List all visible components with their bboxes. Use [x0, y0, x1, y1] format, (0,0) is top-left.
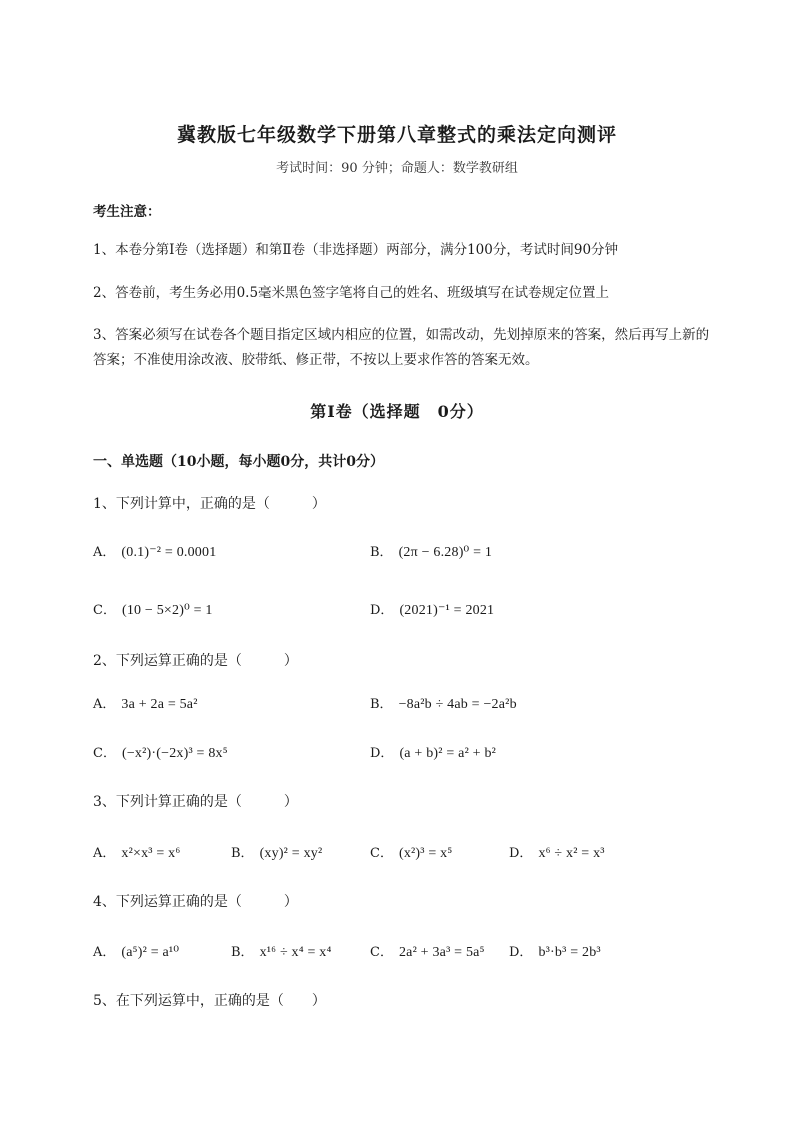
- option-expression: (2π − 6.28)⁰ = 1: [398, 545, 493, 560]
- notice-heading: 考生注意：: [93, 204, 161, 220]
- option-expression: (a + b)² = a² + b²: [399, 746, 497, 761]
- question-3-option-b[interactable]: [231, 842, 322, 862]
- option-expression: x¹⁶ ÷ x⁴ = x⁴: [259, 945, 332, 960]
- option-label: B．: [370, 697, 393, 712]
- option-expression: (x²)³ = x⁵: [398, 846, 453, 861]
- option-label: D．: [509, 945, 533, 960]
- question-4-option-c[interactable]: [370, 941, 485, 961]
- option-expression: (2021)⁻¹ = 2021: [399, 603, 495, 618]
- option-expression: x²×x³ = x⁶: [121, 846, 181, 861]
- question-3-option-c[interactable]: [370, 842, 452, 862]
- option-expression: 2a² + 3a³ = 5a⁵: [398, 945, 485, 960]
- notice-item-2: 2、答卷前，考生务必用0.5毫米黑色签字笔将自己的姓名、班级填写在试卷规定位置上: [93, 285, 610, 301]
- question-1-stem: 1、下列计算中，正确的是（ ）: [93, 496, 326, 512]
- option-expression: −8a²b ÷ 4ab = −2a²b: [398, 697, 517, 712]
- option-label: C．: [370, 945, 393, 960]
- question-4-option-a[interactable]: [93, 941, 179, 961]
- option-expression: (0.1)⁻² = 0.0001: [121, 545, 217, 560]
- option-expression: 3a + 2a = 5a²: [121, 697, 198, 712]
- option-label: D．: [509, 846, 533, 861]
- question-2-option-b[interactable]: [370, 693, 517, 713]
- question-2-stem: 2、下列运算正确的是（ ）: [93, 653, 298, 669]
- question-1-option-a[interactable]: [93, 541, 216, 561]
- question-group-title: 一、单选题（10小题，每小题0分，共计0分）: [93, 454, 384, 470]
- question-2-option-a[interactable]: [93, 693, 198, 713]
- question-4-option-b[interactable]: [231, 941, 332, 961]
- question-4-stem: 4、下列运算正确的是（ ）: [93, 894, 298, 910]
- option-label: A．: [93, 945, 116, 960]
- notice-item-3: 3、答案必须写在试卷各个题目指定区域内相应的位置，如需改动，先划掉原来的答案，然后再写上新的答案；不准使用涂改液、胶带纸、修正带，不按以上要求作答的答案无效。: [93, 327, 710, 368]
- option-label: A．: [93, 846, 116, 861]
- question-5-stem: 5、在下列运算中，正确的是（ ）: [93, 993, 326, 1009]
- question-3-option-a[interactable]: [93, 842, 180, 862]
- question-3-stem: 3、下列计算正确的是（ ）: [93, 794, 298, 810]
- option-label: B．: [231, 846, 254, 861]
- option-label: A．: [93, 697, 116, 712]
- option-expression: (a⁵)² = a¹⁰: [121, 945, 180, 960]
- option-expression: b³·b³ = 2b³: [538, 945, 601, 960]
- option-label: B．: [231, 945, 254, 960]
- section-title: 第Ⅰ卷（选择题 0分）: [310, 402, 484, 421]
- question-1-option-c[interactable]: [93, 599, 213, 619]
- option-expression: x⁶ ÷ x² = x³: [538, 846, 605, 861]
- option-expression: (−x²)·(−2x)³ = 8x⁵: [121, 746, 228, 761]
- question-3-option-d[interactable]: [509, 842, 605, 862]
- option-label: A．: [93, 545, 116, 560]
- option-label: C．: [370, 846, 393, 861]
- option-expression: (xy)² = xy²: [259, 846, 323, 861]
- option-label: C．: [93, 603, 116, 618]
- option-label: C．: [93, 746, 116, 761]
- notice-item-1: 1、本卷分第Ⅰ卷（选择题）和第Ⅱ卷（非选择题）两部分，满分100分，考试时间90分钟: [93, 242, 619, 258]
- question-4-option-d[interactable]: [509, 941, 601, 961]
- option-label: D．: [370, 603, 394, 618]
- question-1-option-d[interactable]: [370, 599, 494, 619]
- option-label: B．: [370, 545, 393, 560]
- page-title: 冀教版七年级数学下册第八章整式的乘法定向测评: [176, 124, 617, 146]
- question-2-option-c[interactable]: [93, 742, 228, 762]
- question-2-option-d[interactable]: [370, 742, 496, 762]
- question-1-option-b[interactable]: [370, 541, 492, 561]
- option-label: D．: [370, 746, 394, 761]
- exam-info: 考试时间：90 分钟；命题人：数学教研组: [276, 161, 518, 176]
- option-expression: (10 − 5×2)⁰ = 1: [121, 603, 213, 618]
